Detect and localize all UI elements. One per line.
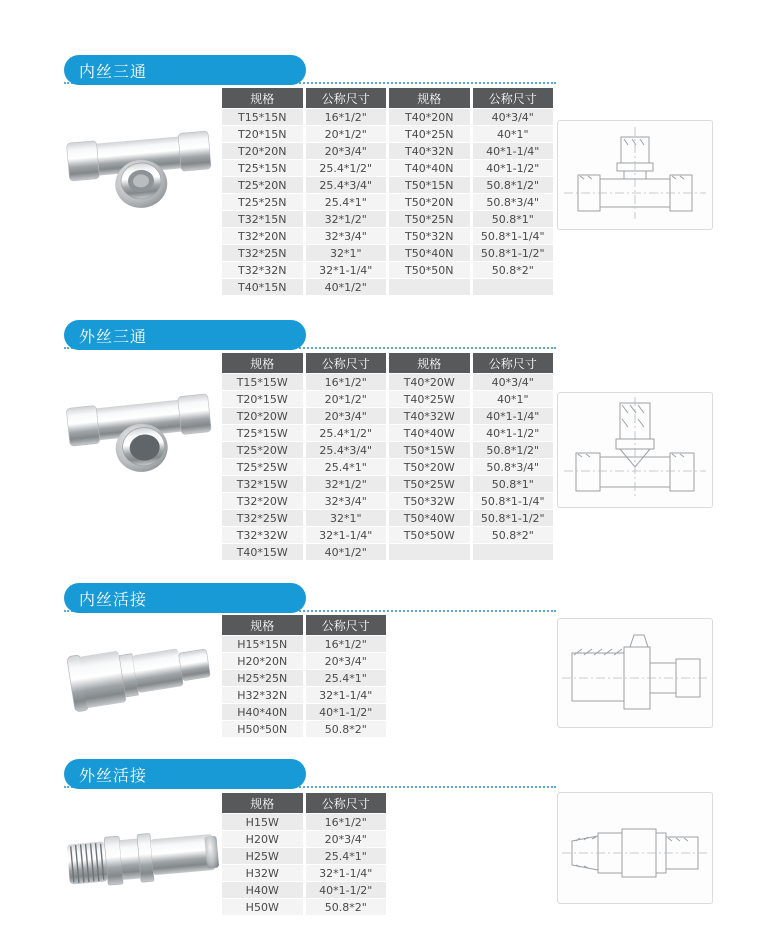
table-row xyxy=(222,493,386,509)
spec-cell: T20*20W xyxy=(222,408,303,424)
spec-cell: H32W xyxy=(222,865,303,881)
size-cell: 40*1-1/2" xyxy=(473,425,554,441)
section-banner-union-external xyxy=(64,759,306,789)
size-column-header: 公称尺寸 xyxy=(473,353,554,373)
spec-cell: T32*15W xyxy=(222,476,303,492)
table-body xyxy=(389,109,553,295)
spec-cell: T25*15N xyxy=(222,160,303,176)
size-cell: 32*1/2" xyxy=(306,476,387,492)
product-photo-union-internal xyxy=(60,616,215,730)
size-cell: 40*1-1/2" xyxy=(473,160,554,176)
table-row xyxy=(389,126,553,142)
spec-cell: T32*32W xyxy=(222,527,303,543)
size-cell: 20*3/4" xyxy=(306,408,387,424)
table-row xyxy=(389,228,553,244)
union-external-drawing-icon xyxy=(558,793,712,903)
size-cell: 20*3/4" xyxy=(306,831,387,847)
table-row xyxy=(389,194,553,210)
spec-cell: T25*20N xyxy=(222,177,303,193)
table-row xyxy=(222,459,386,475)
table-row xyxy=(222,109,386,125)
section-title: 内丝三通 xyxy=(79,61,148,81)
spec-cell: T40*15N xyxy=(222,279,303,295)
spec-cell: T50*25N xyxy=(389,211,470,227)
spec-tables-tee-internal xyxy=(222,88,553,296)
spec-cell: T25*25N xyxy=(222,194,303,210)
spec-table xyxy=(222,793,386,916)
section-banner-tee-internal xyxy=(64,55,306,85)
spec-cell: T25*15W xyxy=(222,425,303,441)
spec-cell: T20*15N xyxy=(222,126,303,142)
size-cell: 20*3/4" xyxy=(306,143,387,159)
table-body xyxy=(389,374,553,560)
spec-cell: T32*25N xyxy=(222,245,303,261)
spec-table-right xyxy=(389,88,553,296)
spec-cell: T40*15W xyxy=(222,544,303,560)
spec-cell: T32*32N xyxy=(222,262,303,278)
size-cell: 16*1/2" xyxy=(306,814,387,830)
size-cell: 16*1/2" xyxy=(306,109,387,125)
spec-cell: H25*25N xyxy=(222,670,303,686)
table-row xyxy=(222,510,386,526)
spec-cell: T40*20W xyxy=(389,374,470,390)
table-row xyxy=(389,143,553,159)
size-cell: 50.8*2" xyxy=(306,899,387,915)
tee-fitting-photo-icon xyxy=(58,362,220,492)
table-row xyxy=(222,636,386,652)
size-cell: 50.8*2" xyxy=(306,721,387,737)
size-cell: 40*1-1/2" xyxy=(306,882,387,898)
spec-cell xyxy=(389,279,470,295)
spec-cell: H15W xyxy=(222,814,303,830)
size-cell xyxy=(473,544,554,560)
table-row xyxy=(389,544,553,560)
spec-cell: T50*25W xyxy=(389,476,470,492)
spec-table-left xyxy=(222,88,386,296)
size-cell: 40*1-1/4" xyxy=(473,408,554,424)
size-cell: 32*1" xyxy=(306,510,387,526)
section-title: 外丝活接 xyxy=(79,765,148,785)
size-cell: 40*1/2" xyxy=(306,279,387,295)
product-photo-tee-internal xyxy=(58,96,220,232)
size-cell: 25.4*1/2" xyxy=(306,160,387,176)
table-body xyxy=(222,374,386,560)
table-row xyxy=(389,109,553,125)
spec-column-header: 规格 xyxy=(222,88,303,108)
size-column-header: 公称尺寸 xyxy=(306,353,387,373)
size-cell: 50.8*1/2" xyxy=(473,442,554,458)
table-row xyxy=(222,848,386,864)
size-cell: 50.8*1" xyxy=(473,211,554,227)
size-column-header: 公称尺寸 xyxy=(306,88,387,108)
spec-cell: T40*25N xyxy=(389,126,470,142)
table-row xyxy=(222,279,386,295)
size-cell: 40*1/2" xyxy=(306,544,387,560)
table-row xyxy=(389,279,553,295)
spec-cell xyxy=(389,544,470,560)
technical-drawing-union-internal xyxy=(557,618,713,728)
union-internal-drawing-icon xyxy=(558,619,712,727)
spec-cell: T50*40N xyxy=(389,245,470,261)
size-cell: 32*3/4" xyxy=(306,228,387,244)
size-cell: 32*1" xyxy=(306,245,387,261)
table-row xyxy=(222,899,386,915)
table-row xyxy=(222,245,386,261)
table-row xyxy=(389,510,553,526)
spec-column-header: 规格 xyxy=(389,353,470,373)
spec-table-left xyxy=(222,353,386,561)
table-row xyxy=(222,374,386,390)
size-cell: 50.8*2" xyxy=(473,262,554,278)
spec-cell: T32*15N xyxy=(222,211,303,227)
size-cell: 25.4*1" xyxy=(306,670,387,686)
size-cell: 50.8*3/4" xyxy=(473,194,554,210)
section-title: 内丝活接 xyxy=(79,589,148,609)
size-cell: 32*1/2" xyxy=(306,211,387,227)
size-cell: 40*3/4" xyxy=(473,374,554,390)
spec-cell: T50*20N xyxy=(389,194,470,210)
spec-cell: T25*25W xyxy=(222,459,303,475)
spec-cell: T50*32W xyxy=(389,493,470,509)
spec-cell: T40*25W xyxy=(389,391,470,407)
tee-fitting-photo-icon xyxy=(58,96,220,232)
table-row xyxy=(389,527,553,543)
size-cell: 25.4*3/4" xyxy=(306,442,387,458)
table-row xyxy=(222,408,386,424)
spec-cell: T40*32W xyxy=(389,408,470,424)
size-cell: 50.8*1-1/2" xyxy=(473,510,554,526)
size-cell: 40*1" xyxy=(473,126,554,142)
size-cell: 50.8*1/2" xyxy=(473,177,554,193)
spec-cell: H40*40N xyxy=(222,704,303,720)
section-banner-union-internal xyxy=(64,583,306,613)
table-row xyxy=(389,476,553,492)
spec-cell: T20*20N xyxy=(222,143,303,159)
size-cell: 25.4*3/4" xyxy=(306,177,387,193)
size-cell: 25.4*1/2" xyxy=(306,425,387,441)
size-cell: 25.4*1" xyxy=(306,848,387,864)
spec-cell: T32*25W xyxy=(222,510,303,526)
spec-cell: T40*20N xyxy=(389,109,470,125)
size-cell: 50.8*2" xyxy=(473,527,554,543)
spec-cell: T20*15W xyxy=(222,391,303,407)
table-row xyxy=(222,687,386,703)
spec-table xyxy=(222,615,386,738)
spec-cell: H20W xyxy=(222,831,303,847)
table-row xyxy=(222,211,386,227)
union-fitting-photo-icon xyxy=(60,616,215,730)
size-cell: 50.8*1" xyxy=(473,476,554,492)
tee-internal-drawing-icon xyxy=(558,121,712,229)
spec-column-header: 规格 xyxy=(389,88,470,108)
size-cell: 50.8*1-1/2" xyxy=(473,245,554,261)
spec-cell: T50*50N xyxy=(389,262,470,278)
tee-external-drawing-icon xyxy=(558,393,712,507)
table-body xyxy=(222,814,386,915)
table-row xyxy=(389,374,553,390)
table-row xyxy=(389,408,553,424)
spec-cell: T50*50W xyxy=(389,527,470,543)
table-row xyxy=(389,177,553,193)
size-cell: 20*3/4" xyxy=(306,653,387,669)
size-column-header: 公称尺寸 xyxy=(306,615,387,635)
table-row xyxy=(389,459,553,475)
size-cell: 20*1/2" xyxy=(306,391,387,407)
table-row xyxy=(222,704,386,720)
table-row xyxy=(222,831,386,847)
spec-cell: H20*20N xyxy=(222,653,303,669)
table-row xyxy=(222,442,386,458)
size-cell: 40*1" xyxy=(473,391,554,407)
table-row xyxy=(222,476,386,492)
table-row xyxy=(222,865,386,881)
size-column-header: 公称尺寸 xyxy=(306,793,387,813)
spec-tables-union-internal xyxy=(222,615,386,738)
section-title: 外丝三通 xyxy=(79,326,148,346)
table-row xyxy=(222,160,386,176)
table-row xyxy=(222,391,386,407)
spec-tables-tee-external xyxy=(222,353,553,561)
size-cell: 20*1/2" xyxy=(306,126,387,142)
product-photo-union-external xyxy=(58,808,230,908)
technical-drawing-tee-internal xyxy=(557,120,713,230)
spec-column-header: 规格 xyxy=(222,615,303,635)
size-cell: 50.8*1-1/4" xyxy=(473,493,554,509)
spec-cell: H40W xyxy=(222,882,303,898)
size-cell: 40*1-1/2" xyxy=(306,704,387,720)
size-cell: 32*3/4" xyxy=(306,493,387,509)
spec-cell: T32*20N xyxy=(222,228,303,244)
spec-cell: T50*15N xyxy=(389,177,470,193)
table-row xyxy=(222,194,386,210)
spec-cell: H50*50N xyxy=(222,721,303,737)
table-row xyxy=(389,262,553,278)
table-row xyxy=(389,442,553,458)
size-cell: 50.8*3/4" xyxy=(473,459,554,475)
size-cell: 25.4*1" xyxy=(306,459,387,475)
spec-cell: T40*40W xyxy=(389,425,470,441)
table-row xyxy=(222,670,386,686)
spec-cell: T15*15W xyxy=(222,374,303,390)
table-row xyxy=(222,653,386,669)
section-banner-tee-external xyxy=(64,320,306,350)
technical-drawing-union-external xyxy=(557,792,713,904)
technical-drawing-tee-external xyxy=(557,392,713,508)
table-row xyxy=(222,882,386,898)
spec-cell: H50W xyxy=(222,899,303,915)
table-row xyxy=(222,126,386,142)
spec-column-header: 规格 xyxy=(222,353,303,373)
spec-cell: T50*20W xyxy=(389,459,470,475)
spec-cell: T50*40W xyxy=(389,510,470,526)
spec-tables-union-external xyxy=(222,793,386,916)
table-row xyxy=(222,544,386,560)
table-row xyxy=(389,425,553,441)
table-row xyxy=(222,228,386,244)
size-cell xyxy=(473,279,554,295)
spec-cell: H32*32N xyxy=(222,687,303,703)
spec-cell: T40*32N xyxy=(389,143,470,159)
size-cell: 32*1-1/4" xyxy=(306,687,387,703)
table-row xyxy=(222,425,386,441)
spec-table-right xyxy=(389,353,553,561)
spec-cell: T25*20W xyxy=(222,442,303,458)
spec-cell: T15*15N xyxy=(222,109,303,125)
spec-column-header: 规格 xyxy=(222,793,303,813)
table-row xyxy=(222,721,386,737)
size-cell: 40*3/4" xyxy=(473,109,554,125)
product-photo-tee-external xyxy=(58,362,220,492)
spec-cell: T32*20W xyxy=(222,493,303,509)
table-row xyxy=(222,527,386,543)
table-row xyxy=(222,143,386,159)
table-row xyxy=(389,493,553,509)
table-row xyxy=(389,391,553,407)
table-row xyxy=(222,177,386,193)
spec-cell: T50*15W xyxy=(389,442,470,458)
table-body xyxy=(222,636,386,737)
spec-cell: H15*15N xyxy=(222,636,303,652)
size-column-header: 公称尺寸 xyxy=(473,88,554,108)
size-cell: 50.8*1-1/4" xyxy=(473,228,554,244)
size-cell: 16*1/2" xyxy=(306,636,387,652)
size-cell: 32*1-1/4" xyxy=(306,865,387,881)
table-row xyxy=(222,262,386,278)
table-row xyxy=(389,211,553,227)
size-cell: 32*1-1/4" xyxy=(306,262,387,278)
spec-cell: T40*40N xyxy=(389,160,470,176)
table-row xyxy=(389,160,553,176)
table-body xyxy=(222,109,386,295)
size-cell: 32*1-1/4" xyxy=(306,527,387,543)
size-cell: 25.4*1" xyxy=(306,194,387,210)
table-row xyxy=(389,245,553,261)
table-row xyxy=(222,814,386,830)
size-cell: 40*1-1/4" xyxy=(473,143,554,159)
spec-cell: H25W xyxy=(222,848,303,864)
spec-cell: T50*32N xyxy=(389,228,470,244)
union-fitting-photo-icon xyxy=(58,808,230,908)
size-cell: 16*1/2" xyxy=(306,374,387,390)
